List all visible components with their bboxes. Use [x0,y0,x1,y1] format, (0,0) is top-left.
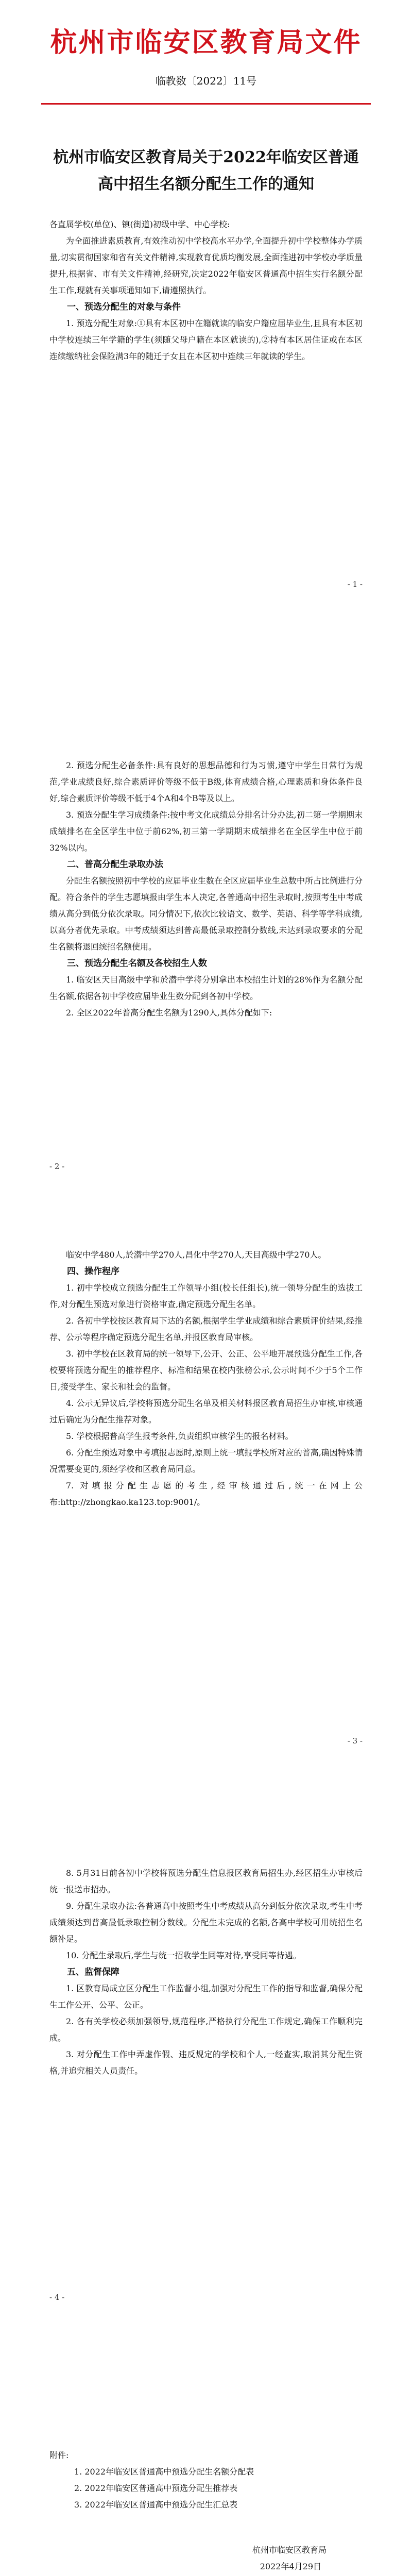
section-item: 3. 初中学校在区教育局的统一领导下,公开、公正、公平地开展预选分配生工作,各校要将预选分配生的推荐程序、标准和结果在校内张榜公示,公示时间不少于5个工作日,接受学生、家长和社会的监督。 [49,1349,363,1392]
attachment-item: 1. 2022年临安区普通高中预选分配生名额分配表 [74,2467,254,2477]
notice-title: 杭州市临安区教育局关于2022年临安区普通高中招生名额分配生工作的通知 [53,148,359,193]
page-3-body [49,1247,363,1511]
section-item: 分配生名额按照初中学校的应届毕业生数在全区应届毕业生总数中所占比例进行分配。符合条件的学生志愿填报由学生本人决定,各普通高中招生录取时,按照考生中考成绩从高分到低分依次录取。同分情况下,依次比较语文、数学、英语、科学等学科成绩,以高分者优先录取。中考成绩须达到普高最低录取控制分数线,未达到录取要求的分配生名额将退回统招名额使用。 [49,876,363,952]
addressee: 各直属学校(单位)、镇(街道)初级中学、中心学校: [49,219,230,229]
section-heading: 三、预选分配生名额及各校招生人数 [67,958,207,969]
page-number: - 1 - [347,580,363,589]
section-heading: 四、操作程序 [67,1266,119,1277]
page-number: - 3 - [347,1736,363,1745]
page-number: - 2 - [49,1162,65,1171]
section-item: 9. 分配生录取办法:各普通高中按照考生中考成绩从高分到低分依次录取,考生中考成绩须达到普高最低录取控制分数线。分配生未完成的名额,各高中学校可用统招生名额补足。 [49,1901,363,1944]
section-item: 临安中学480人,於潜中学270人,昌化中学270人,天目高级中学270人。 [66,1250,327,1260]
red-divider [41,103,371,105]
page-5-body [49,2447,363,2576]
section-heading: 一、预选分配生的对象与条件 [67,302,181,312]
signature-org: 杭州市临安区教育局 [252,2545,327,2555]
attachment-label: 附件: [49,2450,69,2460]
section-item: 3. 对分配生工作中弄虚作假、违反规定的学校和个人,一经查实,取消其分配生资格,并追究相关人员责任。 [49,2049,363,2076]
section-item: 2. 全区2022年普高分配生名额为1290人,具体分配如下: [66,1008,272,1018]
section-item: 1. 临安区天目高级中学和於潜中学将分别拿出本校招生计划的28%作为名额分配生名额,依据各初中学校应届毕业生数分配到各初中学校。 [49,975,363,1001]
section-item: 10. 分配生录取后,学生与统一招收学生同等对待,享受同等待遇。 [66,1951,301,1960]
page-2-body [49,757,363,1021]
doc-number: 临教数〔2022〕11号 [155,75,257,87]
attachment-item: 3. 2022年临安区普通高中预选分配生汇总表 [74,2500,238,2510]
section-item: 2. 各有关学校必须加强领导,规范程序,严格执行分配生工作规定,确保工作顺利完成。 [49,2016,363,2043]
section-item: 5. 学校根据普高学生报考条件,负责组织审核学生的报名材料。 [66,1431,294,1441]
attachment-item: 2. 2022年临安区普通高中预选分配生推荐表 [74,2483,238,2493]
page-1-body [49,216,363,365]
section-item: 1. 区教育局成立区分配生工作监督小组,加强对分配生工作的指导和监督,确保分配生工作公开、公平、公正。 [49,1984,363,2010]
page-4-body [49,1865,363,2079]
section-item: 2. 各初中学校按区教育局下达的名额,根据学生学业成绩和综合素质评价结果,经推荐、公示等程序确定预选分配生名单,并报区教育局审核。 [49,1316,363,1342]
org-title: 杭州市临安区教育局文件 [50,27,362,58]
section-item: 1. 预选分配生对象:①具有本区初中在籍就读的临安户籍应届毕业生,且具有本区初中学校连续三年学籍的学生(须随父母户籍在本区就读的),②持有本区居住证或在本区连续缴纳社会保险满3年的随迁子女且在本区初中连续三年就读的学生。 [49,318,363,361]
section-item: 1. 初中学校成立预选分配生工作领导小组(校长任组长),统一领导分配生的选拔工作,对分配生预选对象进行资格审查,确定预选分配生名单。 [49,1283,363,1309]
signature-date: 2022年4月29日 [260,2562,321,2571]
section-item: 8. 5月31日前各初中学校将预选分配生信息报区教育局招生办,经区招生办审核后统一报送市招办。 [49,1868,363,1894]
page-number: - 4 - [49,2293,65,2302]
section-item: 3. 预选分配生学习成绩条件:按中考文化成绩总分排名计分办法,初二第一学期期末成绩排名在全区学生中位于前62%,初三第一学期期末成绩排名在全区学生中位于前32%以内。 [49,810,363,853]
section-item: 2. 预选分配生必备条件:具有良好的思想品德和行为习惯,遵守中学生日常行为规范,学业成绩良好,综合素质评价等级不低于B级,体育成绩合格,心理素质和身体条件良好,综合素质评价等级不低于4个A和4个B等及以上。 [49,760,363,803]
section-item: 6. 分配生预选对象中考填报志愿时,原则上统一填报学校所对应的普高,确因特殊情况需要变更的,须经学校和区教育局同意。 [49,1448,363,1474]
document-header [0,0,412,88]
section-item: 4. 公示无异议后,学校将预选分配生名单及相关材料报区教育局招生办审核,审核通过后确定为分配生推荐对象。 [49,1398,363,1425]
section-heading: 二、普高分配生录取办法 [67,859,163,870]
intro-paragraph: 为全面推进素质教育,有效推动初中学校高水平办学,全面提升初中学校整体办学质量,切实贯彻国家和省有关文件精神,实现教育优质均衡发展,全面推进初中学校办学质量提升,根据省、市有关文件精神,经研究,决定2022年临安区普通高中招生实行名额分配生工作,现就有关事项通知如下,请遵照执行。 [49,236,363,295]
section-item: 7. 对填报分配生志愿的考生,经审核通过后,统一在网上公布:http://zhongkao.ka123.top:9001/。 [49,1481,363,1507]
section-heading: 五、监督保障 [67,1967,119,1977]
